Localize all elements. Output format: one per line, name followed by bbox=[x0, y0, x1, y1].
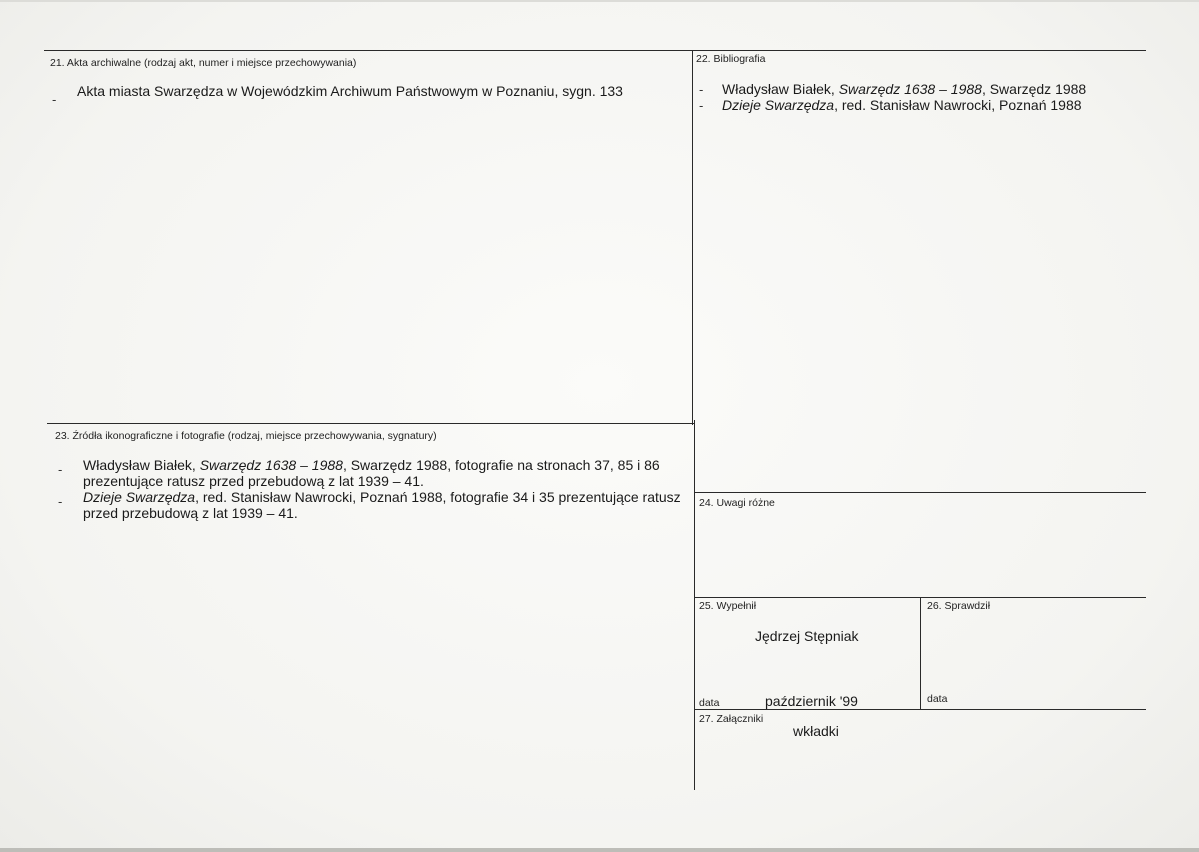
rule-vertical-upper bbox=[692, 50, 693, 425]
book-title: Swarzędz 1638 – 1988 bbox=[838, 81, 982, 97]
filled-by-name: Jędrzej Stępniak bbox=[755, 628, 859, 644]
section-21-label: 21. Akta archiwalne (rodzaj akt, numer i miejsce przechowywania) bbox=[50, 57, 357, 69]
date-label: data bbox=[699, 697, 720, 709]
section-21-item: Akta miasta Swarzędza w Wojewódzkim Archiwum Państwowym w Poznaniu, sygn. 133 bbox=[77, 83, 623, 99]
date-label: data bbox=[927, 693, 948, 705]
rule-section-27 bbox=[694, 709, 1146, 710]
entry-line-2: prezentujące ratusz przed przebudową z lat 1939 – 41. bbox=[83, 473, 424, 489]
section-24-label: 24. Uwagi różne bbox=[699, 497, 775, 509]
book-title: Swarzędz 1638 – 1988 bbox=[199, 457, 343, 473]
scan-bottom-edge bbox=[0, 848, 1199, 852]
section-25-label: 25. Wypełnił bbox=[699, 600, 757, 612]
entry-line-1 bbox=[83, 489, 681, 505]
section-27-label: 27. Załączniki bbox=[699, 713, 764, 725]
section-23-label: 23. Źródła ikonograficzne i fotografie (rodzaj, miejsce przechowywania, sygnatury) bbox=[55, 430, 437, 442]
rule-top bbox=[44, 50, 1146, 51]
section-22-item-1 bbox=[722, 81, 1086, 97]
entry-line-1 bbox=[83, 457, 660, 473]
attachments-value: wkładki bbox=[793, 723, 839, 739]
section-23-item-2 bbox=[83, 489, 681, 521]
publication-info: , red. Stanisław Nawrocki, Poznań 1988 bbox=[834, 97, 1082, 113]
book-title: Dzieje Swarzędza bbox=[722, 97, 835, 113]
section-22-item-2 bbox=[722, 97, 1082, 113]
bullet-dash: - bbox=[58, 462, 63, 477]
bullet-dash: - bbox=[52, 92, 57, 107]
section-26-label: 26. Sprawdził bbox=[927, 600, 991, 612]
section-23-item-1 bbox=[83, 457, 660, 489]
publication-info: , Swarzędz 1988, fotografie na stronach 37, 85 i 86 bbox=[342, 457, 660, 473]
rule-section-23 bbox=[47, 423, 694, 424]
filled-date: październik '99 bbox=[765, 693, 858, 709]
rule-vertical-lower bbox=[694, 420, 695, 790]
scan-top-edge bbox=[0, 0, 1199, 2]
rule-vertical-25-26 bbox=[920, 597, 921, 709]
rule-section-24 bbox=[694, 492, 1146, 493]
author: Władysław Białek, bbox=[722, 81, 835, 97]
entry-line-2: przed przebudową z lat 1939 – 41. bbox=[83, 505, 298, 521]
bullet-dash: - bbox=[699, 82, 704, 97]
book-title: Dzieje Swarzędza bbox=[83, 489, 196, 505]
publication-info: , red. Stanisław Nawrocki, Poznań 1988, fotografie 34 i 35 prezentujące ratusz bbox=[195, 489, 681, 505]
bullet-dash: - bbox=[58, 494, 63, 509]
bullet-dash: - bbox=[699, 98, 704, 113]
section-22-label: 22. Bibliografia bbox=[696, 53, 766, 65]
publication-info: , Swarzędz 1988 bbox=[981, 81, 1087, 97]
author: Władysław Białek, bbox=[83, 457, 196, 473]
